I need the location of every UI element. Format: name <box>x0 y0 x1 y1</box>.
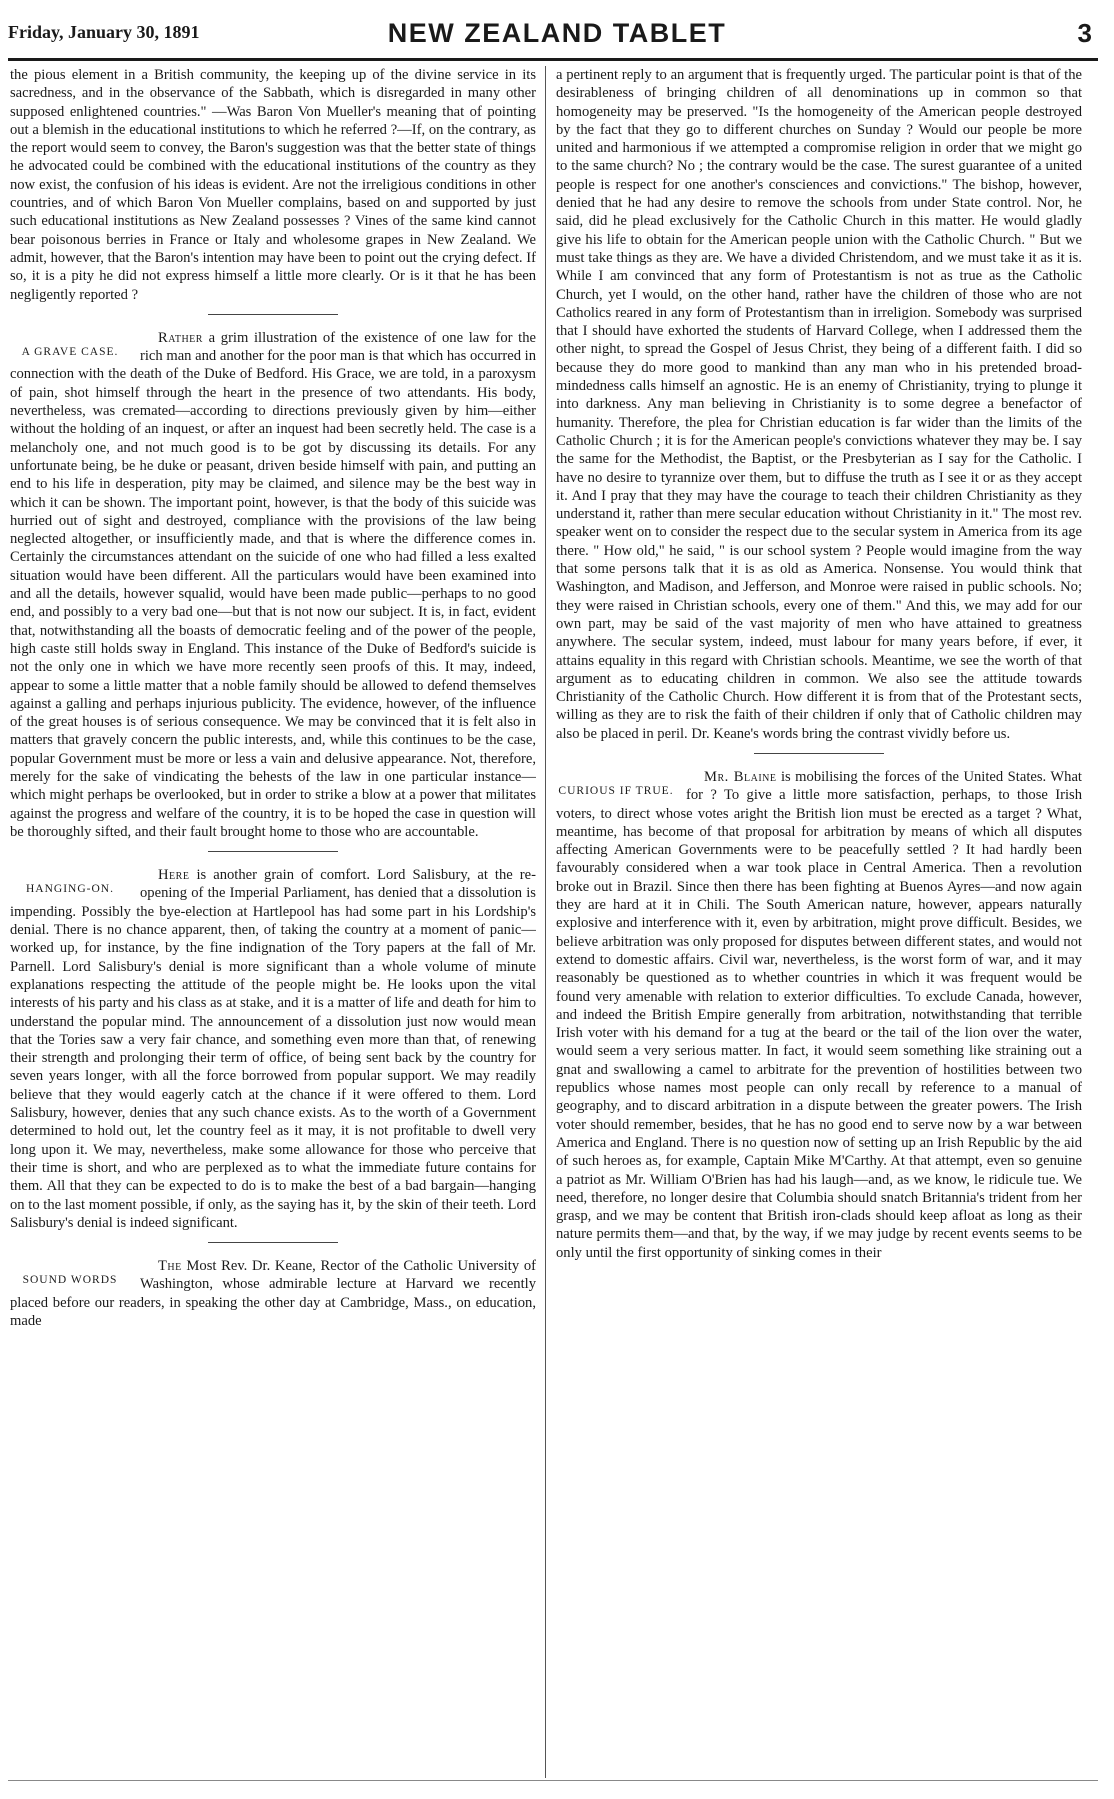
left-column <box>10 66 536 1778</box>
article-body: is another grain of comfort. Lord Salisbury, at the re-opening of the Imperial Parliament, has denied that a dissolution is impending. Possibly the bye-election at Hartlepool has had some part in his Lordship's denial. There is no chance apparent, then, of taking the country at a moment of panic—worked up, for instance, by the fine indignation of the Tory papers at the fall of Mr. Parnell. Lord Salisbury's denial is more significant than a whole volume of minute explanations respecting the attitude of the people might be. He looks upon the vital interests of his party and his class as at stake, and it is a matter of life and death for him to understand the popular mind. The announcement of a dissolution just now would mean that the Tories saw a very fair chance, and something even more than that, of renewing their strength and prolonging their term of office, of being sent back by the country for seven years longer, with all the force borrowed from popular support. We may readily believe that they would eagerly catch at the chance if it were offered to them. Lord Salisbury, however, denies that any such chance exists. As to the worth of a Government determined to hold out, let the country feel as it may, it is not profitable to dwell very long upon it. We may, nevertheless, make some allowance for those who perceive that their time is short, and who are perplexed as to what the immediate future contains for them. All that they can be expected to do is to make the best of a bad bargain—hanging on to the last moment possible, if only, as the saying has it, by the skin of their teeth. Lord Salisbury's denial is indeed significant. <box>10 867 536 1231</box>
article-sidehead: HANGING-ON. <box>26 883 114 896</box>
article-body: is mobilising the forces of the United States. What for ? To give a little more satisfaction, perhaps, to those Irish voters, to direct whose votes aright the British lion must be erected as a target ? What, meantime, has become of that proposal for arbitration by means of which all disputes affecting American Governments were to be peacefully settled ? It had hardly been favourably considered when a war took place in Central America. Then a revolution broke out in Brazil. Since then there has been fighting at Buenos Ayres—and now again they are hard at it in Chili. The South American nature, however, appears naturally explosive and interference with it, even by arbitration, might prove difficult. Besides, we believe arbitration was only proposed for disputes between different states, and would not extend to domestic affairs. Civil war, nevertheless, is the worst form of war, and it may reasonably be questioned as to whether countries in which it was frequent would be found very amenable with relation to exterior difficulties. To exclude Canada, however, and indeed the British Empire generally from arbitration, notwithstanding that terrible Irish voter with his demand for a tug at the beard or the tail of the lion over the water, would seem a very serious matter. In fact, it would seem something like straining out a gnat and swallowing a camel to arbitrate for the prevention of hostilities between two republics whose names most people can only recall by reference to a manual of geography, and to discard arbitration in a dispute between the greater powers. The Irish voter should remember, besides, that he has no good end to serve now by a war between America and England. There is no question now of setting up an Irish Republic by the aid of such heroes as, for example, Captain Mike M'Carthy. At that attempt, even so genuine a patriot as Mr. William O'Brien has had his laugh—and, as we know, le ridicule tue. We need, therefore, no longer desire that Columbia should snatch Britannia's trident from her grasp, and we may be content that British iron-clads should keep afloat as long as their nature permits them—and that, by the way, if we may judge by recent events seems to be only until the first opportunity of sinking comes in their <box>556 768 1082 1261</box>
article-divider <box>208 314 338 315</box>
article-divider <box>754 753 884 754</box>
article-sidehead: SOUND WORDS <box>22 1274 118 1287</box>
masthead-rule <box>8 58 1098 61</box>
column-divider <box>545 66 546 1778</box>
right-column <box>556 66 1082 1778</box>
masthead <box>8 20 1106 60</box>
article-grave-case <box>10 329 536 841</box>
page-bottom-rule <box>8 1780 1098 1781</box>
article-lead-word: Rather <box>158 329 203 346</box>
article-hanging-on <box>10 866 536 1232</box>
newspaper-title: NEW ZEALAND TABLET <box>387 18 727 48</box>
article-divider <box>208 1242 338 1243</box>
issue-date: Friday, January 30, 1891 <box>8 22 200 42</box>
article-sidehead: CURIOUS IF TRUE. <box>558 784 674 797</box>
article-sound-words <box>10 1257 536 1330</box>
article-divider <box>208 851 338 852</box>
article-body: a grim illustration of the existence of one law for the rich man and another for the poor man is that which has occurred in connection with the death of the Duke of Bedford. His Grace, we are told, in a paroxysm of pain, shot himself through the heart in the presence of two attendants. His body, nevertheless, was cremated—according to directions previously given by him—either without the holding of an inquest, or after an inquest had been secretly held. The case is a melancholy one, and not much good is to be got by discussing its details. For any unfortunate being, be he duke or peasant, driven beside himself with pain, and putting an end to his life in desperation, pity may be claimed, and silence may be the best way in which it can be shown. The important point, however, is that the body of this suicide was hurried out of sight and destroyed, compliance with the provisions of the law being neglected altogether, or insufficiently made, and that is where the difference comes in. Certainly the circumstances attendant on the suicide of one who had filled a less exalted situation would have been different. All the particulars would have been examined into and all the details, however squalid, would have been made public—perhaps to no good end, and possibly to a very bad one—but that is not now our subject. It is, in fact, evident that, notwithstanding all the boasts of democratic feeling and of the power of the people, high caste still holds sway in England. This instance of the Duke of Bedford's suicide is not the only one in which we have more recently seen proofs of this. It may, indeed, appear to some a little matter that a noble family should be allowed to defend themselves against a galling and perhaps injurious publicity. The evidence, however, of the influence of the great houses is of serious consequence. We may be convinced that it is felt also in matters that gravely concern the public interests, and, while this continues to be the case, popular Government must be more or less a vain and delusive appearance. Not, therefore, merely for the sake of vindicating the behests of the law in one particular instance—which might perhaps be overlooked, but in order to strike a blow at a power that militates against the progress and welfare of the country, it is to be hoped the case in question will be thoroughly sifted, and their fault brought home to those who are accountable. <box>10 329 536 840</box>
article-sidehead: A GRAVE CASE. <box>21 345 119 358</box>
article-lead-word: The <box>158 1258 182 1275</box>
continued-article-text: a pertinent reply to an argument that is frequently urged. The particular point is that of the desirableness of bringing children of all denominations up in common so that homogeneity may be preserved. "Is the homogeneity of the American people destroyed by the fact that they go to different churches on Sunday ? Would our people be more united and harmonious if we attempted a compromise religion in order that we might go to the same church? No ; the contrary would be the case. The surest guarantee of a united people is respect for one another's consciences and convictions." The bishop, however, denied that he had any desire to remove the schools from under State control. Nor, he said, did he plead exclusively for the Catholic Church in this matter. He would gladly give his life to obtain for the American people union with the Catholic Church. " But we must take things as they are. We have a divided Christendom, and we must take it as it is. While I am convinced that any form of Protestantism is not as true as the Catholic Church, yet I would, on the other hand, rather have the children of those who are not Catholics reared in any form of Protestantism than in irreligion. Somebody was surprised that I should have exhorted the students of Harvard College, when I addressed them the other night, to spread the Gospel of Jesus Christ, they being of a different faith. I did so because they do more good to mankind than any man who in his pretended broad-mindedness calls himself an agnostic. He is an enemy of Christianity, trying to plunge it into darkness. Any man believing in Christianity is to some degree a benefactor of humanity. Therefore, the plea for Christian education is far wider than the limits of the Catholic Church ; it is for the American people's convictions whatever they may be. I say the same for the Methodist, the Baptist, or the Presbyterian as I say for the Catholic. I have no desire to tyrannize over them, but to diffuse the truth as I see it or as they accept it. And I pray that they may have the courage to teach their children Christianity as they understand it, rather than mere secular education without Christianity in it." The most rev. speaker went on to consider the respect due to the secular system in America from its age there. " How old," he said, " is our school system ? People would imagine from the way that some persons talk that it is as old as America. Nonsense. You would think that Washington, and Madison, and Jefferson, and Monroe were raised in public schools. No; they were raised in Christian schools, every one of them." And this, we may add for our own part, may be said of the vast majority of men who have attained to greatness anywhere. The secular system, indeed, must labour for many years before, if ever, it attains equality in this regard with Christian schools. Meantime, we see the worth of that argument as to educating children in common. We also see the attitude towards Christianity of the Catholic Church. How different it is from that of the Protestant sects, willing as they are to risk the faith of their children if only that of Catholic children may also be placed in peril. Dr. Keane's words bring the contrast vividly before us. <box>556 67 1082 742</box>
article-curious-if-true <box>556 768 1082 1262</box>
continued-article-text: the pious element in a British community, the keeping up of the divine service in its sacredness, and in the observance of the Sabbath, which is disregarded in many other supposed enlightened countries." —Was Baron Von Mueller's meaning that of pointing out a blemish in the educational institutions to which he referred ?—If, on the contrary, as the report would seem to convey, the Baron's suggestion was that the better state of things he advocated could be combined with the educational institutions of the country as they now exist, the confusion of his ideas is evident. Are not the irreligious conditions in other countries, and of which Baron Von Mueller complains, based on and supported by just such educational institutions as New Zealand possesses ? Vines of the same kind cannot bear poisonous berries in France or Italy and wholesome grapes in New Zealand. We admit, however, that the Baron's intention may have been to point out the crying defect. If so, it is a pity he did not express himself a little more clearly. Or is it that he has been negligently reported ? <box>10 67 536 303</box>
page-number: 3 <box>1077 18 1092 48</box>
article-lead-word: Here <box>158 867 190 884</box>
article-lead-word: Mr. Blaine <box>704 768 777 785</box>
article-body: Most Rev. Dr. Keane, Rector of the Catholic University of Washington, whose admirable lecture at Harvard we recently placed before our readers, in speaking the other day at Cambridge, Mass., on education, made <box>10 1258 536 1329</box>
